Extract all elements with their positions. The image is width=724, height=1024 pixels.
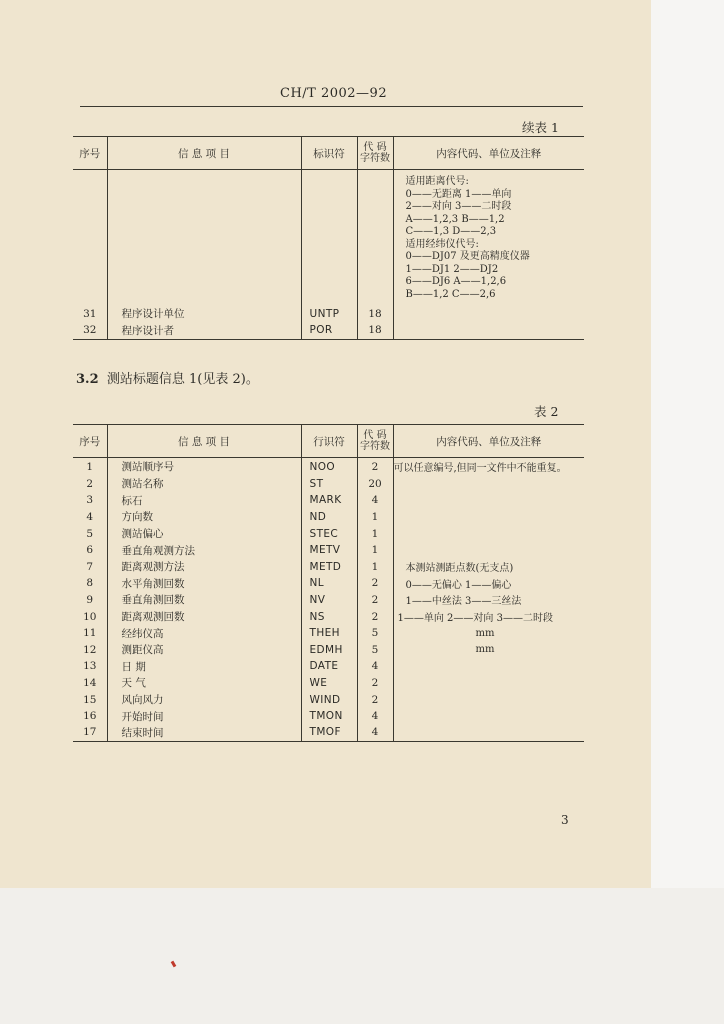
- row-seq: 17: [73, 724, 107, 741]
- row-content: [393, 525, 584, 542]
- row-item: 结束时间: [107, 724, 301, 741]
- row-len: 4: [357, 724, 393, 741]
- col-item: 信 息 项 目: [107, 425, 301, 458]
- row-len: 18: [357, 306, 393, 322]
- table-row: [73, 458, 584, 476]
- row-id: NS: [301, 608, 357, 625]
- row-item: 垂直角测回数: [107, 592, 301, 609]
- table2-body: [73, 458, 584, 742]
- col-seq: 序号: [73, 425, 107, 458]
- table-row: [73, 542, 584, 559]
- table1: [73, 136, 584, 340]
- row-item: 方向数: [107, 509, 301, 526]
- row-item: 测距仪高: [107, 641, 301, 658]
- table-row: [73, 592, 584, 609]
- table2: [73, 424, 584, 742]
- row-content: [393, 542, 584, 559]
- col-content: 内容代码、单位及注释: [393, 137, 584, 170]
- note-line: 6——DJ6 A——1,2,6: [405, 276, 507, 287]
- row-id: THEH: [301, 625, 357, 642]
- row-len: 4: [357, 708, 393, 725]
- row-content: [393, 658, 584, 675]
- table1-notes: [393, 170, 584, 306]
- row-content: [393, 306, 584, 322]
- note-line: 适用经纬仪代号:: [405, 238, 479, 250]
- row-item: 距离观测方法: [107, 558, 301, 575]
- col-len-top: 代 码: [363, 142, 387, 153]
- note-line: 2——对向 3——二时段: [405, 201, 512, 212]
- row-item: 测站顺序号: [107, 458, 301, 476]
- row-seq: 32: [73, 322, 107, 340]
- table-row: [73, 708, 584, 725]
- table-row: [73, 525, 584, 542]
- table2-caption: 表 2: [534, 404, 559, 419]
- row-seq: 8: [73, 575, 107, 592]
- col-len-bot: 字符数: [360, 153, 390, 164]
- standard-code-header: CH/T 2002—92: [280, 86, 388, 101]
- table-row: [73, 322, 584, 340]
- row-id: WE: [301, 675, 357, 692]
- col-id: 行识符: [301, 425, 357, 458]
- table-row: [73, 641, 584, 658]
- row-len: 2: [357, 458, 393, 476]
- row-content: [393, 492, 584, 509]
- col-content: 内容代码、单位及注释: [393, 425, 584, 458]
- row-seq: 14: [73, 675, 107, 692]
- row-len: 2: [357, 592, 393, 609]
- row-len: 18: [357, 322, 393, 340]
- row-item: 垂直角观测方法: [107, 542, 301, 559]
- col-id: 标识符: [301, 137, 357, 170]
- row-item: 日 期: [107, 658, 301, 675]
- row-content: mm: [475, 627, 495, 639]
- row-id: WIND: [301, 691, 357, 708]
- row-seq: 15: [73, 691, 107, 708]
- row-content: [393, 708, 584, 725]
- row-id: NOO: [301, 458, 357, 476]
- row-item: 水平角测回数: [107, 575, 301, 592]
- row-seq: 2: [73, 476, 107, 493]
- row-seq: 9: [73, 592, 107, 609]
- table-row: [73, 170, 584, 306]
- row-id: TMON: [301, 708, 357, 725]
- note-line: B——1,2 C——2,6: [405, 288, 496, 300]
- col-item: 信 息 项 目: [107, 137, 301, 170]
- row-seq: 6: [73, 542, 107, 559]
- row-len: 1: [357, 558, 393, 575]
- row-id: ST: [301, 476, 357, 493]
- row-len: 2: [357, 608, 393, 625]
- row-item: 风向风力: [107, 691, 301, 708]
- row-item: 程序设计者: [107, 322, 301, 340]
- row-id: ND: [301, 509, 357, 526]
- row-content: 可以任意编号,但同一文件中不能重复。: [393, 463, 567, 475]
- row-len: 1: [357, 525, 393, 542]
- row-id: TMOF: [301, 724, 357, 741]
- row-item: 经纬仪高: [107, 625, 301, 642]
- note-line: 1——DJ1 2——DJ2: [405, 263, 499, 275]
- col-len-top: 代 码: [363, 430, 387, 441]
- table-row: [73, 476, 584, 493]
- row-seq: 16: [73, 708, 107, 725]
- row-content: [393, 322, 584, 340]
- row-seq: 13: [73, 658, 107, 675]
- row-seq: 10: [73, 608, 107, 625]
- col-seq: 序号: [73, 137, 107, 170]
- row-len: 2: [357, 691, 393, 708]
- note-line: C——1,3 D——2,3: [405, 226, 497, 237]
- row-id: EDMH: [301, 641, 357, 658]
- page-margin: [651, 0, 724, 888]
- row-len: 20: [357, 476, 393, 493]
- row-len: 4: [357, 658, 393, 675]
- row-id: STEC: [301, 525, 357, 542]
- row-item: 程序设计单位: [107, 306, 301, 322]
- table-row: [73, 675, 584, 692]
- row-seq: 4: [73, 509, 107, 526]
- table-row: [73, 691, 584, 708]
- header-rule: [80, 106, 583, 107]
- row-content: [393, 509, 584, 526]
- row-item: 距离观测回数: [107, 608, 301, 625]
- col-len-bot: 字符数: [360, 441, 390, 452]
- row-content: 1——单向 2——对向 3——二时段: [397, 613, 553, 625]
- row-item: 标石: [107, 492, 301, 509]
- row-id: NV: [301, 592, 357, 609]
- row-id: DATE: [301, 658, 357, 675]
- section-heading: [76, 368, 259, 387]
- note-line: 0——无距离 1——单向: [405, 188, 512, 200]
- table-row: [73, 658, 584, 675]
- row-id: UNTP: [301, 306, 357, 322]
- row-len: 4: [357, 492, 393, 509]
- row-content: 0——无偏心 1——偏心: [405, 579, 512, 591]
- row-id: NL: [301, 575, 357, 592]
- row-seq: 11: [73, 625, 107, 642]
- table1-header-row: [73, 137, 584, 170]
- row-seq: 31: [73, 306, 107, 322]
- row-len: 1: [357, 509, 393, 526]
- table-row: [73, 625, 584, 642]
- row-item: 测站偏心: [107, 525, 301, 542]
- row-item: 测站名称: [107, 476, 301, 493]
- row-id: POR: [301, 322, 357, 340]
- row-seq: 1: [73, 458, 107, 476]
- row-content: [393, 476, 584, 493]
- row-len: 5: [357, 641, 393, 658]
- table-row: [73, 608, 584, 625]
- row-item: 天 气: [107, 675, 301, 692]
- section-number: 3.2: [76, 372, 99, 387]
- table-row: [73, 492, 584, 509]
- table-row: [73, 575, 584, 592]
- row-item: 开始时间: [107, 708, 301, 725]
- table2-header-row: [73, 425, 584, 458]
- note-line: A——1,2,3 B——1,2: [405, 213, 505, 225]
- row-content: 本测站测距点数(无支点): [405, 563, 514, 575]
- note-line: 0——DJ07 及更高精度仪器: [405, 251, 530, 262]
- row-seq: 3: [73, 492, 107, 509]
- row-content: [393, 675, 584, 692]
- table-row: [73, 509, 584, 526]
- table-row: [73, 724, 584, 741]
- row-id: MARK: [301, 492, 357, 509]
- row-len: 2: [357, 575, 393, 592]
- col-len: [357, 137, 393, 170]
- table-row: [73, 558, 584, 575]
- table1-caption: 续表 1: [522, 120, 559, 135]
- row-content: [393, 724, 584, 741]
- row-len: 2: [357, 675, 393, 692]
- note-line: 适用距离代号:: [405, 176, 469, 187]
- row-seq: 12: [73, 641, 107, 658]
- row-content: [393, 691, 584, 708]
- row-seq: 5: [73, 525, 107, 542]
- row-len: 1: [357, 542, 393, 559]
- page-number: 3: [561, 813, 569, 827]
- row-id: METD: [301, 558, 357, 575]
- col-len: [357, 425, 393, 458]
- section-title: 测站标题信息 1(见表 2)。: [106, 372, 259, 387]
- row-content: mm: [475, 644, 495, 656]
- row-id: METV: [301, 542, 357, 559]
- row-content: 1——中丝法 3——三丝法: [405, 596, 522, 608]
- table-row: [73, 306, 584, 322]
- row-seq: 7: [73, 558, 107, 575]
- scanner-background: [0, 888, 724, 1024]
- row-len: 5: [357, 625, 393, 642]
